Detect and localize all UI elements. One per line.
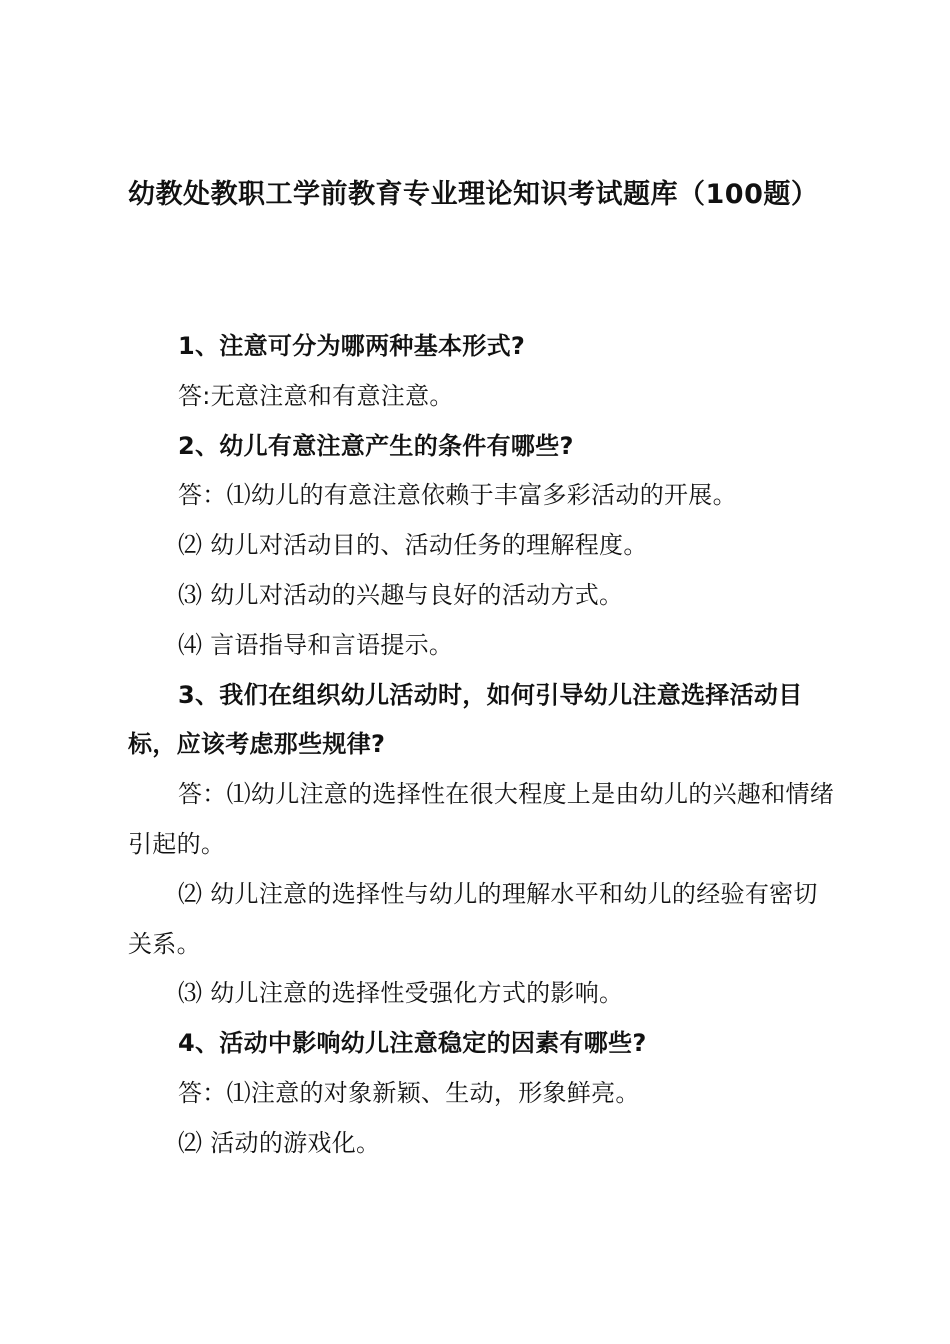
answer-4-item-1: 答：⑴注意的对象新颖、生动，形象鲜亮。 [178, 1078, 640, 1107]
question-3: 3、我们在组织幼儿活动时，如何引导幼儿注意选择活动目标，应该考虑那些规律? [128, 680, 803, 759]
question-4: 4、活动中影响幼儿注意稳定的因素有哪些? [178, 1029, 647, 1058]
answer-2-item-3: ⑶ 幼儿对活动的兴趣与良好的活动方式。 [178, 580, 624, 609]
document-title: 幼教处教职工学前教育专业理论知识考试题库（100题） [128, 179, 819, 210]
answer-2-item-2: ⑵ 幼儿对活动目的、活动任务的理解程度。 [178, 531, 648, 560]
answer-4-item-2: ⑵ 活动的游戏化。 [178, 1128, 381, 1157]
answer-3-item-2: ⑵ 幼儿注意的选择性与幼儿的理解水平和幼儿的经验有密切关系。 [128, 879, 818, 958]
document-body [128, 322, 840, 1169]
answer-2-item-1: 答：⑴幼儿的有意注意依赖于丰富多彩活动的开展。 [178, 481, 737, 510]
answer-2-item-4: ⑷ 言语指导和言语提示。 [178, 630, 454, 659]
answer-3-item-3: ⑶ 幼儿注意的选择性受强化方式的影响。 [178, 979, 624, 1008]
question-2: 2、幼儿有意注意产生的条件有哪些? [178, 431, 574, 460]
answer-3-item-1: 答：⑴幼儿注意的选择性在很大程度上是由幼儿的兴趣和情绪引起的。 [128, 780, 835, 858]
question-1: 1、注意可分为哪两种基本形式? [178, 332, 526, 360]
answer-1: 答:无意注意和有意注意。 [178, 381, 454, 410]
